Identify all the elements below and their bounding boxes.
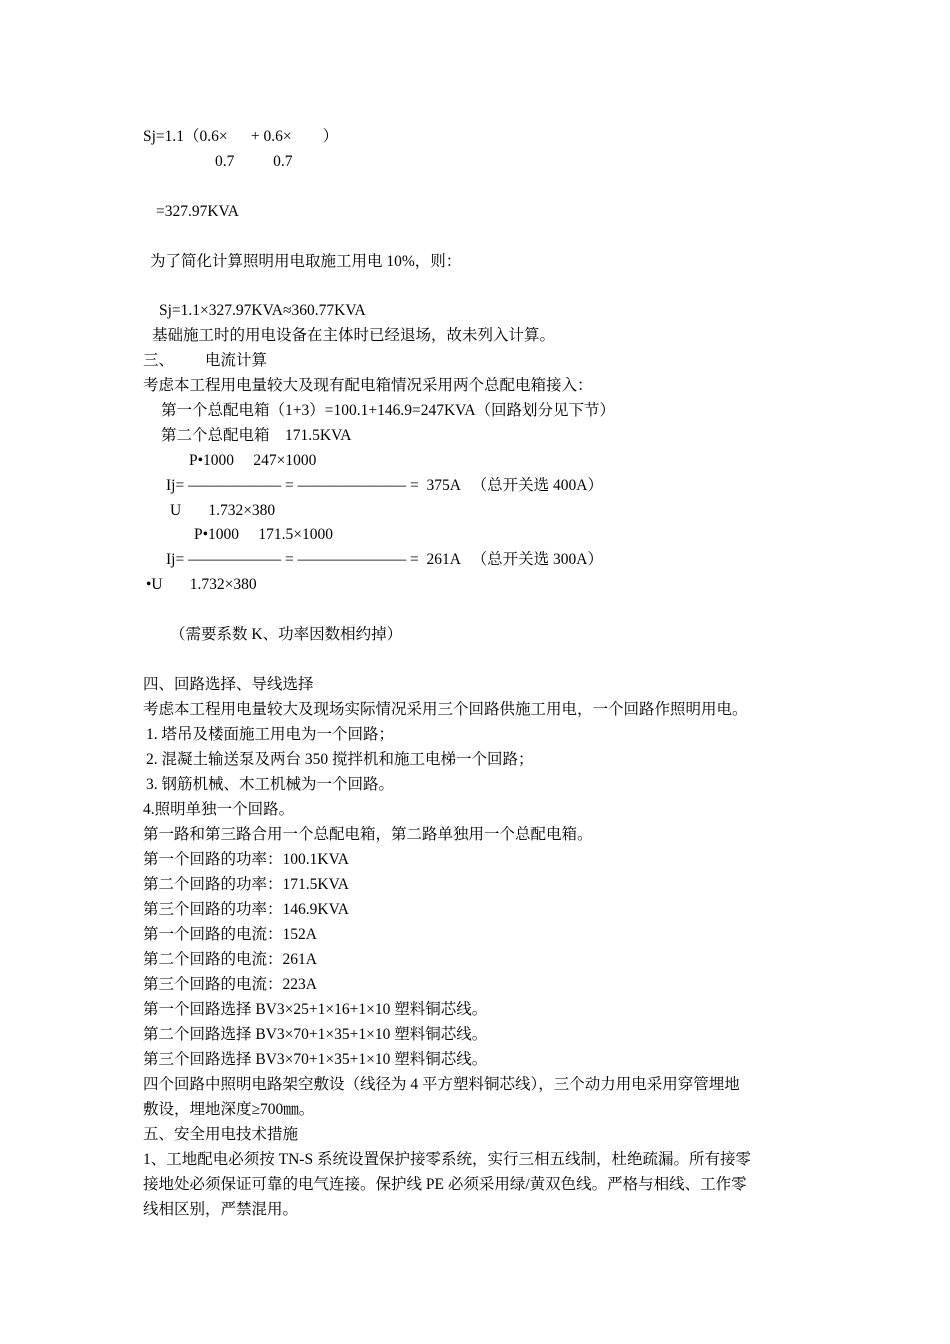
factor-note: （需要系数 K、功率因数相约掉） [170, 626, 403, 643]
laying-line-2: 敷设，埋地深度≥700㎜。 [143, 1101, 315, 1118]
circuit-power: 第一个回路的功率：100.1KVA [143, 851, 349, 868]
lighting-note: 为了简化计算照明用电取施工用电 10%，则： [150, 253, 462, 270]
current-formula-1-denominator: U 1.732×380 [170, 502, 276, 519]
circuit-current: 第三个回路的电流：223A [143, 976, 317, 993]
circuit-item: 4.照明单独一个回路。 [143, 801, 295, 818]
laying-line-1: 四个回路中照明电路架空敷设（线径为 4 平方塑料铜芯线），三个动力用电采用穿管埋地 [143, 1076, 740, 1093]
circuit-item: 1. 塔吊及楼面施工用电为一个回路； [146, 726, 395, 743]
safety-para-line-2: 接地处必须保证可靠的电气连接。保护线 PE 必须采用绿/黄双色线。严格与相线、工作零 [143, 1176, 747, 1193]
sj-total: Sj=1.1×327.97KVA≈360.77KVA [159, 302, 366, 319]
distribution-box-2: 第二个总配电箱 171.5KVA [161, 427, 352, 444]
circuit-item: 3. 钢筋机械、木工机械为一个回路。 [146, 776, 395, 793]
circuit-current: 第二个回路的电流：261A [143, 951, 317, 968]
section3-intro: 考虑本工程用电量较大及现有配电箱情况采用两个总配电箱接入： [143, 377, 593, 394]
safety-para-line-1: 1、工地配电必须按 TN-S 系统设置保护接零系统，实行三相五线制，杜绝疏漏。所有接零 [143, 1151, 751, 1168]
circuit-current: 第一个回路的电流：152A [143, 926, 317, 943]
circuit-summary: 第一路和第三路合用一个总配电箱，第二路单独用一个总配电箱。 [143, 826, 593, 843]
current-formula-2-denominator: •U 1.732×380 [146, 576, 257, 593]
section5-heading: 五、安全用电技术措施 [143, 1126, 299, 1143]
current-formula-1: Ij= —————— = ——————— = 375A （总开关选 400A） [166, 477, 603, 494]
sj-formula-result: =327.97KVA [156, 203, 239, 220]
circuit-wire: 第一个回路选择 BV3×25+1×16+1×10 塑料铜芯线。 [143, 1001, 488, 1018]
current-formula-2: Ij= —————— = ——————— = 261A （总开关选 300A） [166, 551, 603, 568]
circuit-wire: 第二个回路选择 BV3×70+1×35+1×10 塑料铜芯线。 [143, 1026, 488, 1043]
current-formula-2-numerator: P•1000 171.5×1000 [194, 526, 334, 543]
circuit-item: 2. 混凝土输送泵及两台 350 搅拌机和施工电梯一个回路； [146, 751, 534, 768]
circuit-power: 第二个回路的功率：171.5KVA [143, 876, 349, 893]
section4-intro: 考虑本工程用电量较大及现场实际情况采用三个回路供施工用电，一个回路作照明用电。 [143, 701, 748, 718]
safety-para-line-3: 线相区别，严禁混用。 [143, 1201, 299, 1218]
circuit-power: 第三个回路的功率：146.9KVA [143, 901, 349, 918]
foundation-note: 基础施工时的用电设备在主体时已经退场，故未列入计算。 [152, 327, 556, 344]
circuit-wire: 第三个回路选择 BV3×70+1×35+1×10 塑料铜芯线。 [143, 1051, 488, 1068]
current-formula-1-numerator: P•1000 247×1000 [189, 452, 317, 469]
distribution-box-1: 第一个总配电箱（1+3）=100.1+146.9=247KVA（回路划分见下节） [161, 402, 616, 419]
section4-heading: 四、回路选择、导线选择 [143, 676, 314, 693]
sj-formula-line: Sj=1.1（0.6× + 0.6× ） [143, 128, 339, 145]
section3-heading: 三、 电流计算 [143, 352, 268, 369]
sj-formula-denominators: 0.7 0.7 [215, 153, 293, 170]
